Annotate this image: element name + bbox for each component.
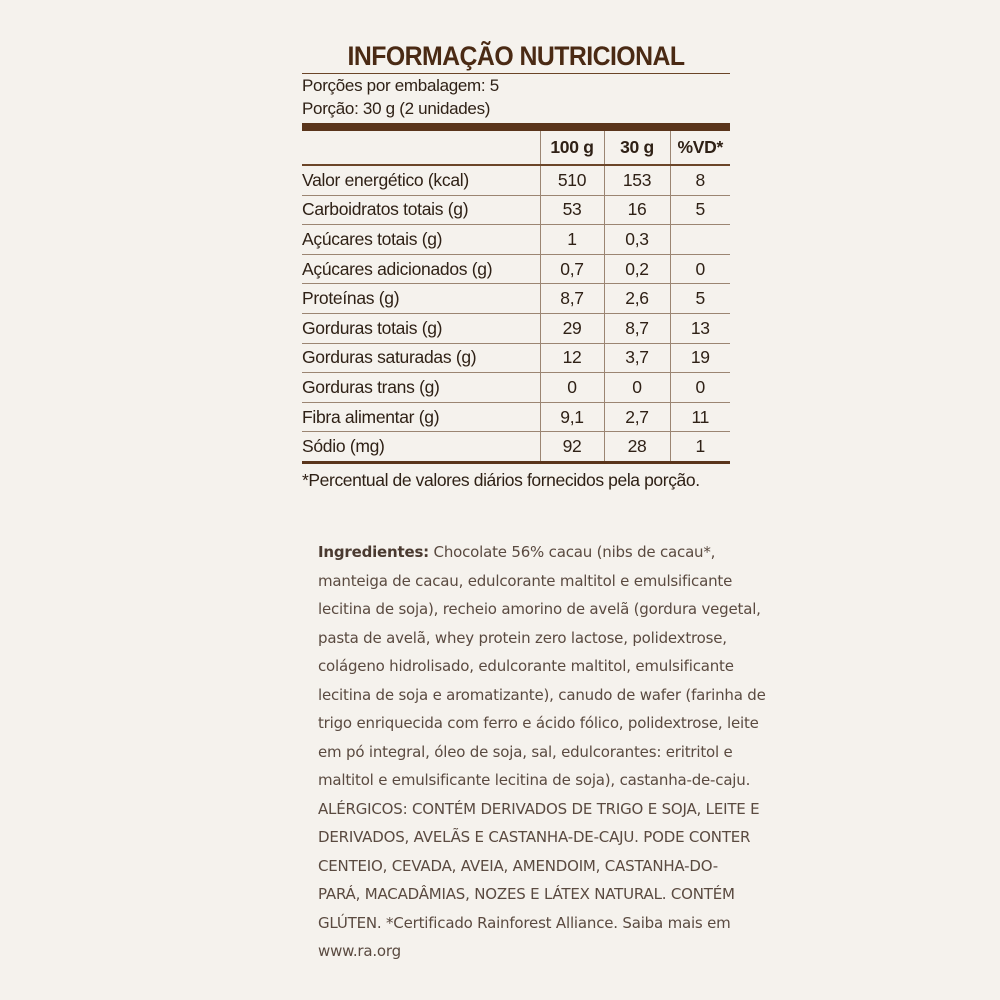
table-row bbox=[302, 432, 730, 463]
value-per-serving: 153 bbox=[604, 165, 670, 195]
nutrient-name: Gorduras totais (g) bbox=[302, 313, 540, 343]
header-per-100g: 100 g bbox=[540, 131, 604, 165]
table-header-row bbox=[302, 131, 730, 165]
value-daily-percent: 19 bbox=[670, 343, 730, 373]
table-row bbox=[302, 313, 730, 343]
nutrition-facts-panel bbox=[302, 40, 730, 491]
allergens-line: PARÁ, MACADÂMIAS, NOZES E LÁTEX NATURAL. CONTÉM bbox=[318, 885, 735, 903]
ingredients-line: lecitina de soja e aromatizante), canudo de wafer (farinha de bbox=[318, 685, 766, 704]
table-row bbox=[302, 373, 730, 403]
value-per-serving: 2,6 bbox=[604, 284, 670, 314]
header-daily-value: %VD* bbox=[670, 131, 730, 165]
ingredients-line bbox=[318, 538, 798, 567]
ingredients-line: pasta de avelã, whey protein zero lactose, polidextrose, bbox=[318, 628, 727, 647]
allergens-line: ALÉRGICOS: CONTÉM DERIVADOS DE TRIGO E SOJA, LEITE E bbox=[318, 799, 760, 818]
ingredients-text bbox=[318, 538, 798, 966]
certification-line: GLÚTEN. *Certificado Rainforest Alliance. Saiba mais em bbox=[318, 913, 731, 932]
allergens-line: DERIVADOS, AVELÃS E CASTANHA-DE-CAJU. PODE CONTER bbox=[318, 828, 751, 846]
allergens-line: CENTEIO, CEVADA, AVEIA, AMENDOIM, CASTANHA-DO- bbox=[318, 856, 718, 875]
value-per-100g: 0,7 bbox=[540, 254, 604, 284]
value-per-serving: 3,7 bbox=[604, 343, 670, 373]
value-per-100g: 8,7 bbox=[540, 284, 604, 314]
ingredients-line: em pó integral, óleo de soja, sal, edulcorantes: eritritol e bbox=[318, 742, 733, 761]
table-row bbox=[302, 343, 730, 373]
nutrient-name: Carboidratos totais (g) bbox=[302, 195, 540, 225]
nutrient-name: Fibra alimentar (g) bbox=[302, 402, 540, 432]
table-row bbox=[302, 254, 730, 284]
value-daily-percent: 5 bbox=[670, 195, 730, 225]
ingredients-line: lecitina de soja), recheio amorino de avelã (gordura vegetal, bbox=[318, 600, 761, 618]
nutrient-name: Valor energético (kcal) bbox=[302, 165, 540, 195]
table-body bbox=[302, 165, 730, 462]
value-daily-percent: 11 bbox=[670, 402, 730, 432]
ingredients-label: Ingredientes: bbox=[318, 543, 429, 561]
value-per-100g: 1 bbox=[540, 225, 604, 255]
nutrient-name: Proteínas (g) bbox=[302, 284, 540, 314]
value-daily-percent: 8 bbox=[670, 165, 730, 195]
value-per-100g: 12 bbox=[540, 343, 604, 373]
daily-value-footnote: *Percentual de valores diários fornecidos pela porção. bbox=[302, 469, 700, 490]
value-daily-percent: 0 bbox=[670, 373, 730, 403]
value-daily-percent: 13 bbox=[670, 313, 730, 343]
serving-size: Porção: 30 g (2 unidades) bbox=[302, 99, 491, 118]
ingredients-line: trigo enriquecida com ferro e ácido fólico, polidextrose, leite bbox=[318, 714, 759, 732]
header-per-serving: 30 g bbox=[604, 131, 670, 165]
nutrient-name: Açúcares totais (g) bbox=[302, 225, 540, 255]
nutrition-title: INFORMAÇÃO NUTRICIONAL bbox=[347, 41, 685, 71]
value-per-100g: 510 bbox=[540, 165, 604, 195]
value-per-100g: 92 bbox=[540, 432, 604, 463]
value-per-100g: 9,1 bbox=[540, 402, 604, 432]
table-row bbox=[302, 225, 730, 255]
value-daily-percent: 0 bbox=[670, 254, 730, 284]
nutrient-name: Gorduras saturadas (g) bbox=[302, 343, 540, 373]
nutrient-name: Sódio (mg) bbox=[302, 432, 540, 463]
value-per-serving: 0,3 bbox=[604, 225, 670, 255]
table-row bbox=[302, 284, 730, 314]
value-per-100g: 53 bbox=[540, 195, 604, 225]
table-row bbox=[302, 195, 730, 225]
nutrient-name: Açúcares adicionados (g) bbox=[302, 254, 540, 284]
certification-url: www.ra.org bbox=[318, 942, 401, 960]
ingredients-line-text: Chocolate 56% cacau (nibs de cacau*, bbox=[428, 543, 716, 561]
table-row bbox=[302, 165, 730, 195]
value-per-serving: 28 bbox=[604, 432, 670, 463]
value-per-serving: 0 bbox=[604, 373, 670, 403]
value-per-serving: 2,7 bbox=[604, 402, 670, 432]
value-per-serving: 8,7 bbox=[604, 313, 670, 343]
value-per-100g: 29 bbox=[540, 313, 604, 343]
table-row bbox=[302, 402, 730, 432]
ingredients-line: manteiga de cacau, edulcorante maltitol e emulsificante bbox=[318, 571, 733, 590]
ingredients-line: colágeno hidrolisado, edulcorante maltitol, emulsificante bbox=[318, 657, 734, 675]
header-nutrient bbox=[302, 131, 540, 165]
value-daily-percent: 1 bbox=[670, 432, 730, 463]
value-daily-percent bbox=[670, 225, 730, 255]
value-per-serving: 16 bbox=[604, 195, 670, 225]
servings-per-package: Porções por embalagem: 5 bbox=[302, 76, 499, 95]
value-per-100g: 0 bbox=[540, 373, 604, 403]
nutrient-name: Gorduras trans (g) bbox=[302, 373, 540, 403]
nutrition-table bbox=[302, 131, 730, 464]
value-per-serving: 0,2 bbox=[604, 254, 670, 284]
value-daily-percent: 5 bbox=[670, 284, 730, 314]
ingredients-line: maltitol e emulsificante lecitina de soja), castanha-de-caju. bbox=[318, 771, 751, 789]
thick-divider bbox=[302, 123, 730, 131]
